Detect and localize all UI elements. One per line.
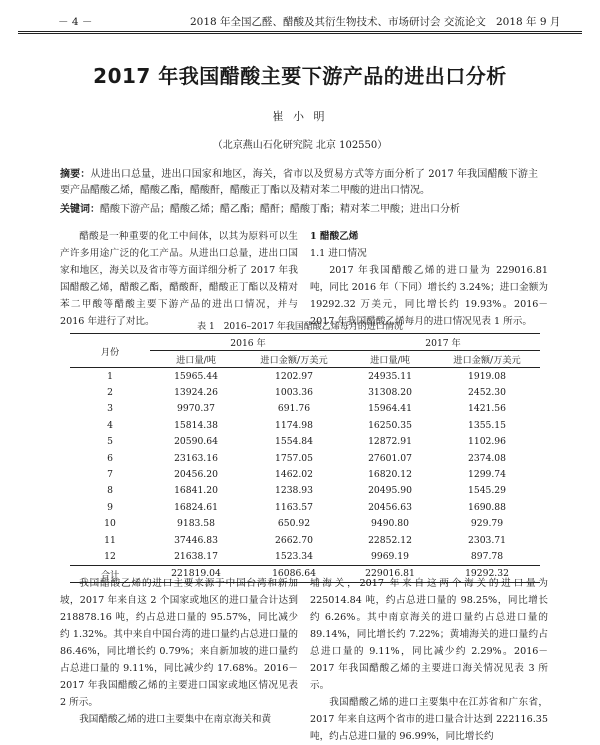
value-cell: 15814.38 [174, 419, 218, 431]
value-cell: 1163.57 [275, 501, 313, 513]
article-title: 2017 年我国醋酸主要下游产品的进出口分析 [93, 64, 507, 88]
value-cell: 16820.12 [368, 469, 412, 481]
value-cell: 20495.90 [368, 485, 412, 497]
total-cell: 229016.81 [346, 565, 434, 582]
subheader-qty-2017: 进口量/吨 [346, 351, 434, 368]
header-rule-2 [18, 33, 582, 34]
affiliation: （北京燕山石化研究院 北京 102550） [212, 140, 388, 151]
value-cell: 1919.08 [468, 370, 506, 382]
value-cell: 1238.93 [275, 485, 313, 497]
author: 崔 小 明 [272, 110, 328, 123]
value-cell: 2662.70 [275, 534, 313, 546]
value-cell: 9969.19 [371, 550, 409, 562]
table-row [70, 548, 540, 565]
value-cell: 20456.20 [174, 469, 218, 481]
value-cell: 1462.02 [275, 469, 313, 481]
running-header [18, 14, 582, 30]
header-rule [18, 31, 582, 32]
table-row [70, 450, 540, 466]
value-cell: 2452.30 [468, 387, 506, 399]
issue-date: 2018 年 9 月 [496, 16, 561, 28]
value-cell: 1690.88 [468, 501, 506, 513]
value-cell: 929.79 [470, 518, 504, 530]
month-cell: 6 [107, 452, 113, 464]
subheader-amount-2017: 进口金额/万美元 [434, 351, 540, 368]
table-row [70, 417, 540, 433]
keywords-text: 醋酸下游产品；醋酸乙烯；醋乙酯；醋酐；醋酸丁酯；精对苯二甲酸；进出口分析 [100, 204, 460, 215]
table-row [70, 401, 540, 417]
value-cell: 1174.98 [275, 419, 313, 431]
month-cell: 8 [107, 485, 113, 497]
body-paragraph: 我国醋酸乙烯的进口主要集中在江苏省和广东省，2017 年来自这两个省市的进口量合计达到 222116.35 吨，约占总进口量的 96.99%，同比增长约 [310, 697, 548, 742]
value-cell: 1299.74 [468, 469, 506, 481]
abstract-text: 从进出口总量，进出口国家和地区，海关，省市以及贸易方式等方面分析了 2017 年我国醋酸下游主要产品醋酸乙烯，醋酸乙酯，醋酸酐，醋酸正丁酯以及精对苯二甲酸的进出口情况。 [60, 169, 539, 196]
month-cell: 1 [107, 370, 113, 382]
value-cell: 691.76 [277, 403, 311, 415]
column-header-2016: 2016 年 [150, 334, 346, 351]
table-row [70, 516, 540, 532]
value-cell: 16841.20 [174, 485, 218, 497]
month-cell: 12 [104, 550, 116, 562]
table-row [70, 466, 540, 482]
value-cell: 23163.16 [174, 452, 218, 464]
value-cell: 15965.44 [174, 370, 218, 382]
conference-name: 2018 年全国乙醛、醋酸及其衍生物技术、市场研讨会 交流论文 [190, 16, 486, 28]
value-cell: 20590.64 [174, 436, 218, 448]
body-paragraph: 埔海关，2017 年来自这两个海关的进口量为 225014.84 吨，约占总进口量的 98.25%，同比增长约 6.26%。其中南京海关的进口量约占总进口量的 89.14%，同比增长约 7.22%；黄埔海关的进口量约占总进口量的 9.11%，同比减少约 2.29%。2016－2017 年我国醋酸乙烯的主要进口海关情况见表 3 所示。 [310, 578, 548, 691]
value-cell: 27601.07 [368, 452, 412, 464]
month-cell: 2 [107, 387, 113, 399]
column-header-2017: 2017 年 [346, 334, 540, 351]
table-row [70, 384, 540, 400]
section-1 [310, 228, 548, 330]
month-cell: 4 [107, 419, 113, 431]
total-cell: 16086.64 [242, 565, 346, 582]
import-table [70, 333, 540, 583]
value-cell: 15964.41 [368, 403, 412, 415]
value-cell: 24935.11 [368, 370, 412, 382]
value-cell: 22852.12 [368, 534, 412, 546]
subsection-heading: 1.1 进口情况 [310, 248, 367, 259]
value-cell: 1421.56 [468, 403, 506, 415]
total-label: 合计 [70, 565, 150, 582]
keywords [60, 202, 538, 218]
column-header-month: 月份 [70, 334, 150, 368]
value-cell: 13924.26 [174, 387, 218, 399]
keywords-label: 关键词： [60, 204, 100, 215]
month-cell: 3 [107, 403, 113, 415]
value-cell: 1202.97 [275, 370, 313, 382]
value-cell: 1355.15 [468, 419, 506, 431]
table-row [70, 434, 540, 450]
month-cell: 9 [107, 501, 113, 513]
table-row [70, 499, 540, 515]
value-cell: 21638.17 [174, 550, 218, 562]
subheader-amount-2016: 进口金额/万美元 [242, 351, 346, 368]
month-cell: 11 [104, 534, 116, 546]
section-paragraph: 2017 年我国醋酸乙烯的进口量为 229016.81 吨，同比 2016 年（下同）增长约 3.24%；进口金额为 19292.32 万美元，同比增长约 19.93%。2016－2017 年我国醋酸乙烯每月的进口情况见表 1 所示。 [310, 265, 548, 327]
value-cell: 1545.29 [468, 485, 506, 497]
month-cell: 5 [107, 436, 113, 448]
value-cell: 9490.80 [371, 518, 409, 530]
body-left-column [60, 575, 298, 728]
value-cell: 2374.08 [468, 452, 506, 464]
table-row [70, 368, 540, 385]
value-cell: 9183.58 [177, 518, 215, 530]
value-cell: 650.92 [277, 518, 311, 530]
body-paragraph: 我国醋酸乙烯的进口主要来源于中国台湾和新加坡，2017 年来自这 2 个国家或地区的进口量合计达到 218878.16 吨，约占总进口量的 95.57%，同比减少约 1.32%。其中来自中国台湾的进口量约占总进口量的 86.46%，同比增长约 0.79%；来自新加坡的进口量约占总进口量的 9.11%，同比减少约 17.68%。2016－2017 年我国醋酸乙烯的主要进口国家或地区情况见表 2 所示。 [60, 578, 298, 708]
table-row [70, 532, 540, 548]
table-row [70, 483, 540, 499]
value-cell: 12872.91 [368, 436, 412, 448]
month-cell: 7 [107, 469, 113, 481]
subheader-qty-2016: 进口量/吨 [150, 351, 242, 368]
abstract-label: 摘要： [60, 169, 91, 180]
value-cell: 1003.36 [275, 387, 313, 399]
body-paragraph: 我国醋酸乙烯的进口主要集中在南京海关和黄 [79, 714, 272, 725]
section-heading: 1 醋酸乙烯 [310, 231, 359, 242]
total-cell: 221819.04 [150, 565, 242, 582]
value-cell: 16824.61 [174, 501, 218, 513]
table-caption: 表 1 2016–2017 年我国醋酸乙烯每月的进口情况 [197, 322, 403, 332]
value-cell: 31308.20 [368, 387, 412, 399]
value-cell: 9970.37 [177, 403, 215, 415]
value-cell: 897.78 [470, 550, 504, 562]
value-cell: 20456.63 [368, 501, 412, 513]
value-cell: 16250.35 [368, 419, 412, 431]
value-cell: 37446.83 [174, 534, 218, 546]
intro-paragraph: 醋酸是一种重要的化工中间体，以其为原料可以生产许多用途广泛的化工产品。从进出口总量，进出口国家和地区，海关以及省市等方面详细分析了 2017 年我国醋酸乙烯，醋酸乙酯，醋酸酐，醋酸正丁酯以及精对苯二甲酸等醋酸主要下游产品的进出口情况，并与 2016 年进行了对比。 [60, 231, 298, 327]
value-cell: 2303.71 [468, 534, 506, 546]
body-right-column [310, 575, 548, 745]
month-cell: 10 [104, 518, 116, 530]
value-cell: 1523.34 [275, 550, 313, 562]
value-cell: 1102.96 [468, 436, 506, 448]
value-cell: 1757.05 [275, 452, 313, 464]
total-cell: 19292.32 [434, 565, 540, 582]
value-cell: 1554.84 [275, 436, 313, 448]
page-number: － 4 － [58, 16, 93, 28]
abstract [60, 167, 538, 199]
